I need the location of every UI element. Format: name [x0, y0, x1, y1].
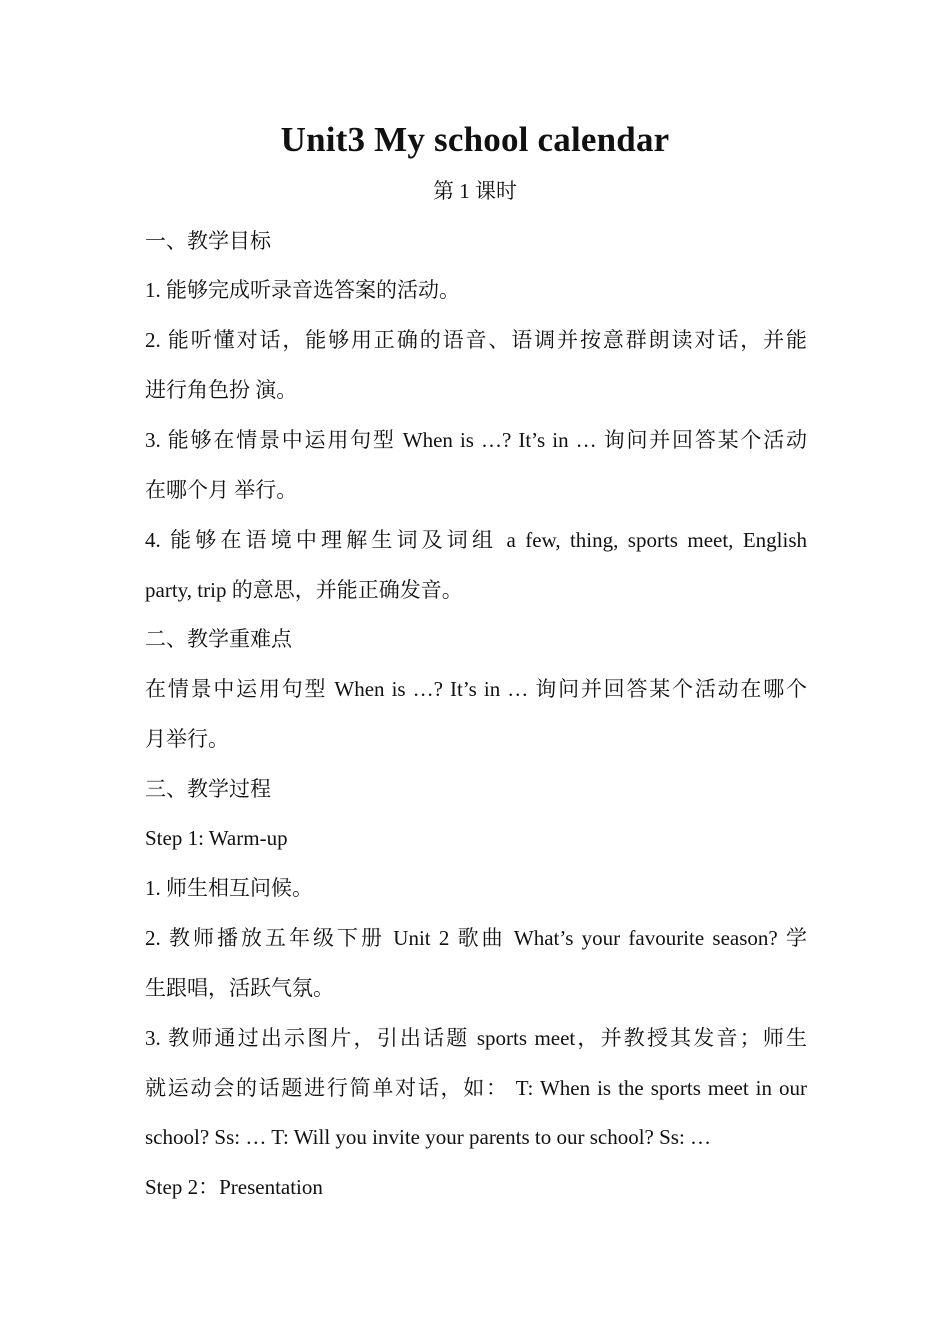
step-1-heading: Step 1: Warm-up [145, 826, 288, 850]
step-1-item-1: 1. 师生相互问候。 [145, 876, 313, 900]
objective-4-line-1: 4. 能够在语境中理解生词及词组 a few, thing, sports meet, English [145, 528, 807, 552]
section-heading-key-points: 二、教学重难点 [145, 627, 292, 651]
document-title: Unit3 My school calendar [280, 120, 670, 159]
step-2-heading: Step 2：Presentation [145, 1175, 323, 1199]
objective-2-line-2: 进行角色扮 演。 [145, 378, 298, 402]
step-1-item-3-line-3: school? Ss: … T: Will you invite your parents to our school? Ss: … [145, 1125, 712, 1149]
objective-2-line-1: 2. 能听懂对话，能够用正确的语音、语调并按意群朗读对话，并能 [145, 328, 807, 352]
section-heading-process: 三、教学过程 [145, 777, 271, 801]
step-1-item-2-line-1: 2. 教师播放五年级下册 Unit 2 歌曲 What’s your favourite season? 学 [145, 926, 807, 950]
objective-3-line-2: 在哪个月 举行。 [145, 478, 298, 502]
key-point-line-2: 月举行。 [145, 727, 229, 751]
step-1-item-3-line-1: 3. 教师通过出示图片，引出话题 sports meet，并教授其发音；师生 [145, 1026, 807, 1050]
objective-1: 1. 能够完成听录音选答案的活动。 [145, 278, 460, 302]
objective-3-line-1: 3. 能够在情景中运用句型 When is …? It’s in … 询问并回答某个活动 [145, 428, 807, 452]
objective-4-line-2: party, trip 的意思，并能正确发音。 [145, 578, 463, 602]
step-1-item-3-line-2: 就运动会的话题进行简单对话，如： T: When is the sports meet in our [145, 1076, 807, 1100]
section-heading-objectives: 一、教学目标 [145, 229, 271, 253]
key-point-line-1: 在情景中运用句型 When is …? It’s in … 询问并回答某个活动在哪个 [145, 677, 807, 701]
step-1-item-2-line-2: 生跟唱，活跃气氛。 [145, 976, 334, 1000]
lesson-subtitle: 第 1 课时 [433, 179, 517, 203]
